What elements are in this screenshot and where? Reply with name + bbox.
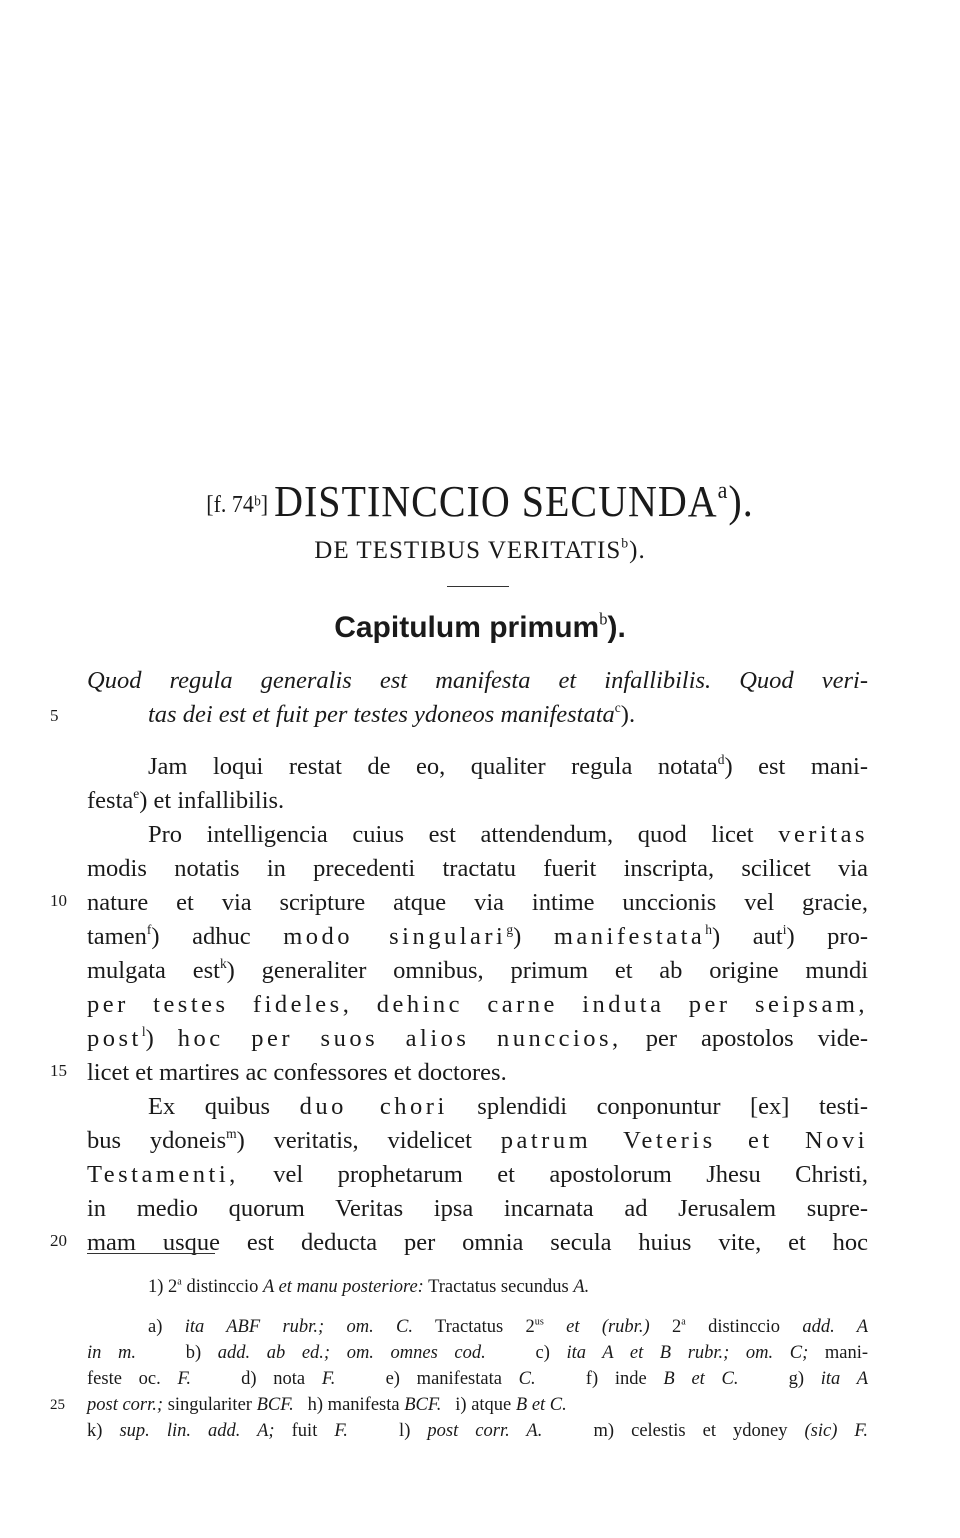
rubric-line: Quod regula generalis est manifesta et infallibilis. Quod veri- (87, 667, 868, 694)
text-line: licet et martires ac confessores et doctores. (87, 1059, 507, 1086)
text-line: tamen$^f$) adhuc modo singulari$^g$) manifestata$^h$) aut$^i$) pro- (87, 921, 868, 950)
text-line: in medio quorum Veritas ipsa incarnata ad Jerusalem supre- (87, 1195, 868, 1222)
footnote-line: 1) 2$^a$ distinccio A et manu posteriore: Tractatus secundus A. (148, 1276, 590, 1297)
line-number: 5 (50, 706, 59, 725)
rubric-line: tas dei est et fuit per testes ydoneos manifestata$^c$). (148, 699, 636, 728)
line-number: 10 (50, 891, 67, 910)
footnote-line: feste oc. F. d) nota F. e) manifestata C. f) inde B et C. g) ita A (87, 1369, 868, 1389)
footnote-line: in m. b) add. ab ed.; om. omnes cod. c) ita A et B rubr.; om. C; mani- (87, 1343, 869, 1363)
text-line: nature et via scripture atque via intime unccionis vel gracie, (87, 889, 868, 916)
text-line: Pro intelligencia cuius est attendendum, quod licet veritas (148, 821, 868, 848)
title-divider (447, 586, 509, 587)
text-line: mulgata est$^k$) generaliter omnibus, primum et ab origine mundi (87, 955, 869, 984)
distinction-subtitle: DE TESTIBUS VERITATIS$^b$). (314, 535, 646, 564)
folio-reference: [f. 74ᵇ] (206, 489, 269, 518)
text-line: mam usque est deducta per omnia secula huius vite, et hoc (87, 1229, 868, 1256)
text-line: bus ydoneis$^m$) veritatis, videlicet patrum Veteris et Novi (87, 1125, 869, 1154)
footnote-line: a) ita ABF rubr.; om. C. Tractatus $2^{us}$ et (rubr.) 2$^a$ distinccio add. A (148, 1316, 869, 1337)
line-number: 25 (50, 1397, 65, 1413)
text-line: festa$^e$) et infallibilis. (87, 785, 285, 814)
footnote-line: k) sup. lin. add. A; fuit F. l) post corr. A. m) celestis et ydoney (sic) F. (87, 1421, 868, 1441)
text-line: modis notatis in precedenti tractatu fuerit inscripta, scilicet via (87, 855, 868, 882)
text-line: per testes fideles, dehinc carne induta per seipsam, (87, 991, 868, 1018)
text-line: post$^l$) hoc per suos alios nunccios, per apostolos vide- (87, 1023, 868, 1052)
line-number: 15 (50, 1061, 67, 1080)
footnote-line: post corr.; singulariter BCF. h) manifesta BCF. i) atque B et C. (87, 1395, 567, 1415)
text-line: Jam loqui restat de eo, qualiter regula notata$^d$) est mani- (148, 751, 868, 780)
line-number: 20 (50, 1231, 67, 1250)
distinction-title: [f. 74ᵇ] DISTINCCIO SECUNDA$^a$). (206, 476, 754, 527)
text-line: Testamenti, vel prophetarum et apostolorum Jhesu Christi, (87, 1161, 868, 1188)
text-line: Ex quibus duo chori splendidi conponuntur [ex] testi- (148, 1093, 868, 1120)
footnote-divider (87, 1253, 215, 1254)
chapter-heading: Capitulum primum$^b$). (334, 609, 626, 644)
